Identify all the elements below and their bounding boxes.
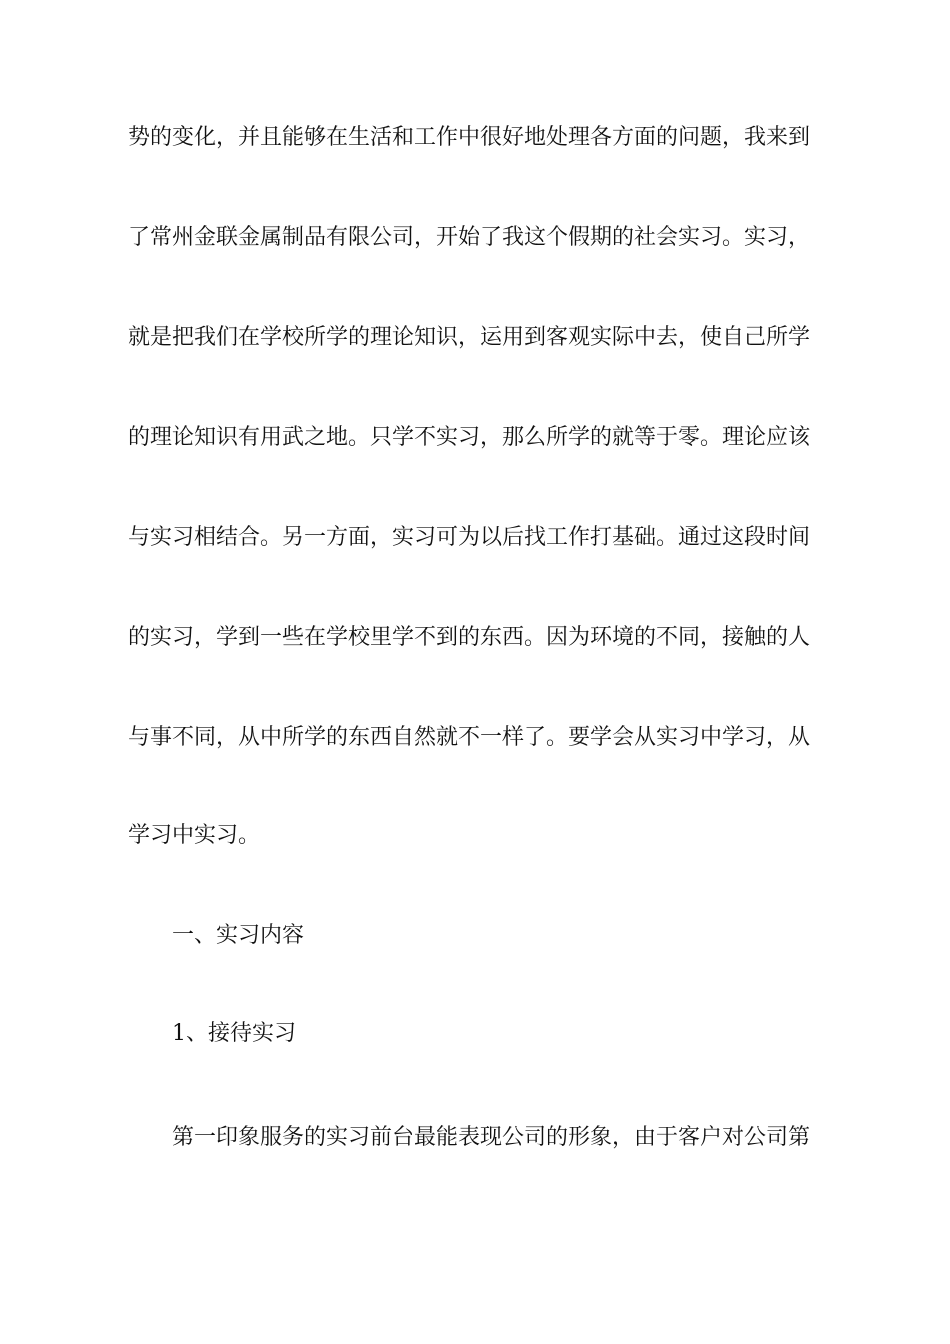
section-heading: 一、实习内容 [172, 923, 305, 948]
text-line: 势的变化，并且能够在生活和工作中很好地处理各方面的问题，我来到 [128, 125, 811, 150]
text-line: 就是把我们在学校所学的理论知识，运用到客观实际中去，使自己所学 [128, 325, 811, 350]
text-line: 与事不同，从中所学的东西自然就不一样了。要学会从实习中学习，从 [128, 725, 811, 750]
text-line: 与实习相结合。另一方面，实习可为以后找工作打基础。通过这段时间 [128, 525, 811, 550]
text-line: 了常州金联金属制品有限公司，开始了我这个假期的社会实习。实习， [128, 225, 811, 250]
subsection-heading: 1、接待实习 [172, 1021, 296, 1046]
text-line: 学习中实习。 [128, 823, 261, 848]
text-line: 第一印象服务的实习前台最能表现公司的形象，由于客户对公司第 [172, 1125, 811, 1150]
text-line: 的理论知识有用武之地。只学不实习，那么所学的就等于零。理论应该 [128, 425, 811, 450]
text-line: 的实习，学到一些在学校里学不到的东西。因为环境的不同，接触的人 [128, 625, 811, 650]
